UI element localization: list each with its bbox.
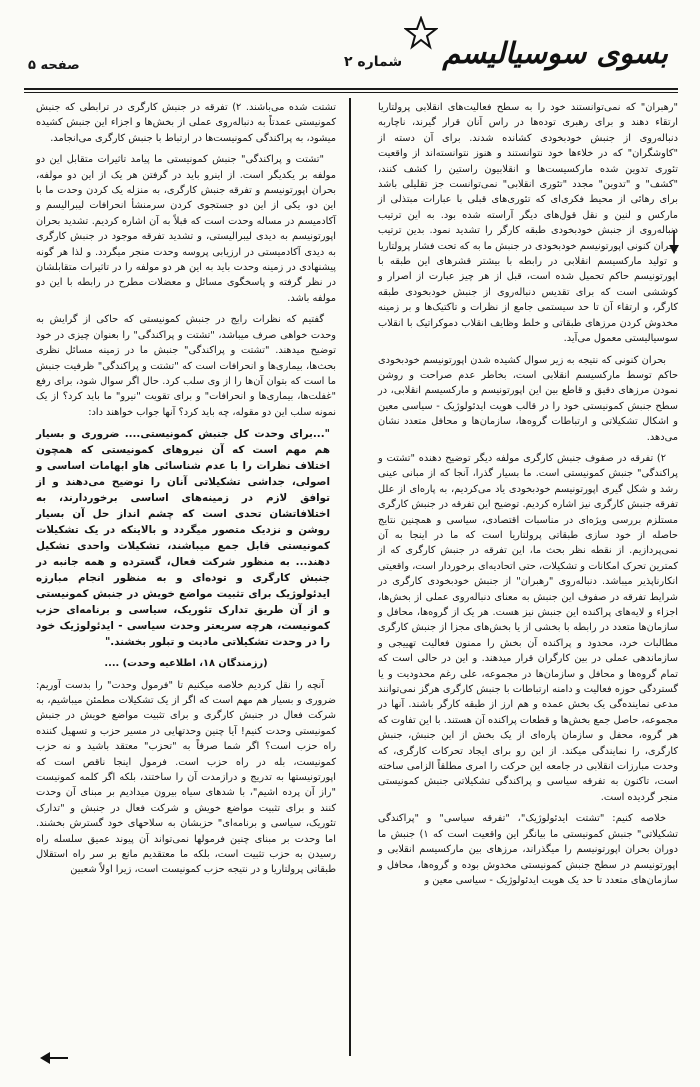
paragraph: "رهبران" که نمی‌توانستند خود را به سطح فعالیت‌های انقلابی پرولتاریا ارتقاء دهند و برای رهبری توده‌ها در راس آنان قرار گیرند، ناچاربه دنباله‌روی از جنبش خودبخودی کشانده شدند. برای آن دسته از "کاوشگران" که در خلاءها خود نتوانستند و هنوز نتوانسته‌اند از واقعیت تئوری تدوین شده مارکسیست‌ها و انقلابیون راستین را کشف کنند، "کشف" و "تدوین" مجدد "تئوری انقلابی" نمی‌توانست جز تقلیلی باشد برای رهائی از محیط فکری‌ای که تئوری‌های قبلی با عبارات مبتذلی از مارکس و لنین و نقل قول‌های دیگر آراسته شده بود. به این ترتیب دنباله‌روی از جنبش خودبخودی طبقه کارگر را تشدید نمود. بدین ترتیب بحران کنونی اپورتونیسم خودبخودی در جنبش ما به که تحت فشار پرولتاریا و تولید مارکسیسم انقلابی در رابطه با بیشتر قشرهای این طبقه با اپورتونیسم حاکم تحمیل شده است، قبل از هر چیز عبارت از اصرار و کوششی است که برای تقدیس دنباله‌روی از جنبش خودبخودی طبقه کارگر، و ارتقاء آن تا حد سیستمی جامع از نظرات و تاکتیک‌ها و بر زمینه مخدوش کردن مرزهای طبقاتی و خلط وظایف انقلاب دموکراتیک با انقلاب سوسیالیستی معمول می‌آید. — [378, 102, 678, 345]
header-rule — [24, 88, 678, 90]
column-divider — [349, 98, 351, 1056]
paragraph: تشتت شده می‌باشند. ۲) تفرقه در جنبش کارگری در ترابطی که جنبش کمونیستی عمدتاً به دنباله‌روی عملی از بخش‌ها و اجزاء این جنبش کشیده میشود، به پراکندگی کمونیست‌ها در ارتباط با جنبش کارگری می‌انجامد. — [36, 102, 336, 144]
paragraph: گفتیم که نظرات رایج در جنبش کمونیستی که حاکی از گرایش به وحدت خواهی صرف میباشد، "تشتت و پراکندگی" را بعنوان چیزی در خود توضیح میدهند. "تشتت و پراکندگی" جنبش ما در زمینه مسائل نظری بحث‌ها، بیماری‌ها و انحرافات است که "تشتت و پراکندگی" ظرفیت جنبش ما است که بتوان آن‌ها را از وی سلب کرد. حال اگر سوال شود، برای رفع "غفلت‌ها، بیماری‌ها و انحرافات" و برای تقویت "نیرو" ما باید کرد؟ از یک نمونه سلب این دو مقوله، چه باید کرد؟ آنها جواب خواهند داد: — [36, 314, 336, 418]
paragraph: خلاصه کنیم: "تشتت ایدئولوژیک"، "تفرقه سیاسی" و "پراکندگی تشکیلاتی" جنبش کمونیستی ما بیانگر این واقعیت است که ۱) جنبش ما دوران بحران اپورتونیسم را میگذراند، مرزهای بین مارکسیسم انقلابی و اپورتونیسم در سطح جنبش کمونیستی مخدوش بوده و گروه‌ها، محافل و سازمان‌های متعدد تا حد یک هویت ایدئولوژیک - سیاسی معین و — [378, 813, 678, 886]
block-quote: "...برای وحدت کل جنبش کمونیستی.... ضروری و بسیار هم مهم است که آن نیروهای کمونیستی که همچون اختلاف نظرات را با عدم شناسائی هاو ابهامات اساسی و اصولی، جداشی تشکیلاتی آنان را توضیح می‌دهند و از توافق لازم در زمینه‌های اساسی برخوردارند، به اختلافاتشان تحدی است که چشم انداز حل آن بسیار روشن و نزدیک متصور میگردد و بالاینکه در یک تشکیلات کمونیستی قابل جمع میباشند، تشکیلات واحدی تشکیل دهند... به منظور شرکت فعال، گسترده و همه جانبه در جنبش کارگری و توده‌ای و به منظور انجام مبارزه ایدئولوژیک برای تثبیت مواضع خویش در جنبش کمونیستی و از آن طریق تدارک تئوریک، سیاسی و برنامه‌ای حزب کمونیست، هرچه سریعتر وحدت سیاسی - ایدئولوژیک خود را در وحدت تشکیلاتی مادیت و تبلور بخشند." — [36, 428, 330, 649]
star-icon — [404, 16, 438, 50]
issue-number: شماره ۲ — [344, 54, 403, 70]
article-column-left — [36, 100, 336, 884]
paragraph: ۲) تفرقه در صفوف جنبش کارگری مولفه دیگر توضیح دهنده "تشتت و پراکندگی" جنبش کمونیستی است. ما بسیار گذرا، آنجا که از مبانی عینی رشد و شکل گیری اپورتونیسم خودبخودی یاد می‌کردیم، به پاره‌ای از علل تفرقه جنبش کارگری نیز اشاره کردیم. توضیح این تفرقه در جنبش کارگری مستلزم بررسی ویژه‌ای در مناسبات اقتصادی، سیاسی و همچنین نتایج حاصله از خود سازی طبقاتی پرولتاریا است که ما در اینجا به آن نمی‌پردازیم. از نقطه نظر بحث ما، این تفرقه در جنبش کارگری که از کمترین تحرک امکانات و تشکیلات، حتی اتحادیه‌ای برخوردار است، واقعیتی انکارناپذیر میباشد. دنباله‌روی "رهبران" از جنبش خودبخودی کارگری در شرایط تفرقه در صفوف این جنبش به معنای دنباله‌روی عملی از بخش‌ها، اجزاء و لایه‌های پراکنده این جنبش نیز هست. هر یک از گروه‌ها، محافل و سازمان‌ها متعدد در رابطه با بخشی از یا بخش‌های مجزا از جنبش کارگری مطالبات خرد، محدود و پراکنده آن بخش را ممنون فعالیت تهییجی و سازماندهی عملی در بین کارگران قرار میدهند. و این در حالی است که تمام گروه‌ها و محافل و سازمان‌ها در مجموعه، علی رغم محدودیت و یا گستردگی حوزه فعالیت و دامنه ارتباطات با جنبش کارگری هرگز نمی‌توانند مدعی نماینده‌گی یک بخش عمده و هم ارز از طبقه کارگر باشند. آنها در مجموعه، حاصل جمع بخش‌ها و قطعات پراکنده آن هستند. با این تفاوت که هر گروه، محفل و سازمان پاره‌ای از یک بخش از این جنبش، جنبش کارگری، را نمایندگی میکند. از این رو برای ایجاد تحرکات کارگری، که وحدت مبارزات انقلابی در جامعه این حرکت را امری مطلقاً الزامی ساخته است، تاکنون به تفرقه سیاسی و پراکندگی تشکیلاتی جنبش کمونیستی منجر گردیده است. — [378, 452, 678, 803]
paragraph: آنچه را نقل کردیم خلاصه میکنیم تا "فرمول وحدت" را بدست آوریم: ضروری و بسیار هم مهم است که اگر از یک تشکیلات مطمئن میباشیم، به شرکت فعال در جنبش کارگری و برای تثبیت مواضع خویش در جنبش کمونیستی وحدت کنیم! آیا چنین وحدتهایی در مسیر حزب و تسهیل کننده راه حزب است؟ اگر شما صرفاً به "تحزب" معتقد باشید و نه حزب کمونیست، بله در راه حزب است. فرمول اینجا ناقص است که اپورتونیستها به تدریج و درازمدت آن را ساختند، بلکه اگر کلمه کمونیست "راز آن پرده اشیم"، با شدهای سیاه بیرون میدادیم بر مبنای آن وحدت کنند و برای تثبیت مواضع خویش و شرکت فعال در جنبش و "تدارک تئوریک، سیاسی و برنامه‌ای" حزبشان به سلاحهای خود گسترش بخشند. اما وحدت بر مبنای چنین فرمولها نمی‌تواند آن پیوند عمیق سلسله راه رسیدن به حزب تثبیت است، بلکه ما معتقدیم مانع بر سر راه استقلال طبقاتی پرولتاریا و در نتیجه حزب کمونیست است، زیرا اولاً شعبین — [36, 679, 336, 876]
header-rule-thin — [24, 92, 678, 93]
masthead — [22, 14, 678, 78]
continue-arrow-left-icon — [40, 1052, 68, 1064]
article-column-right — [378, 100, 678, 894]
page-number: صفحه ۵ — [28, 58, 80, 73]
paragraph: بحران کنونی که نتیجه به زیر سوال کشیده شدن اپورتونیسم خودبخودی حاکم توسط مارکسیسم انقلابی است، بخاطر عدم صراحت و روشن نمودن مرزهای دقیق و قاطع بین این اپورتونیسم و مارکسیسم انقلابی، در سطح جنبش کمونیستی خود را در قالب هویت ایدئولوژیک - سیاسی معین و اشکال تشکیلاتی و ارتباطات گروه‌ها، سازمان‌ها و محافل متعدد نشان می‌دهد. — [378, 354, 678, 443]
paragraph: "تشتت و پراکندگی" جنبش کمونیستی ما پیامد تاثیرات متقابل این دو مولفه بر یکدیگر است. از اینرو باید در گرفتن هر یک از این دو مولفه، بحران اپورتونیسم و تفرقه جنبش کارگری، به منزله یک کردن وحدت ما با این دو، یکی از این دو جستجوی کردن سرمنشأ انحرافات لیبرالیسم و آکادمیسم در مساله وحدت است که قبلاً به آن اشاره کردیم. تشدید بحران اپورتونیسم به دیدی لیبرالیستی، و تشدید تفرقه موجود در جنبش کارگری به دیدی آکادمیستی در ارزیابی پروسه وحدت منجر میگردد. و لذا هر گونه پیشنهادی در زمینه وحدت باید به این هر دو مولفه را در تاثیرات متقابلشان در نظر گرفته و پاسخگوی مسائل و معضلات مطرح در رابطه با این دو مولفه باشد. — [36, 154, 336, 304]
publication-title: بسوی سوسیالیسم — [442, 36, 668, 70]
quote-citation: (رزمندگان ۱۸، اطلاعیه وحدت) .... — [104, 658, 268, 670]
publication-logo — [388, 14, 678, 78]
